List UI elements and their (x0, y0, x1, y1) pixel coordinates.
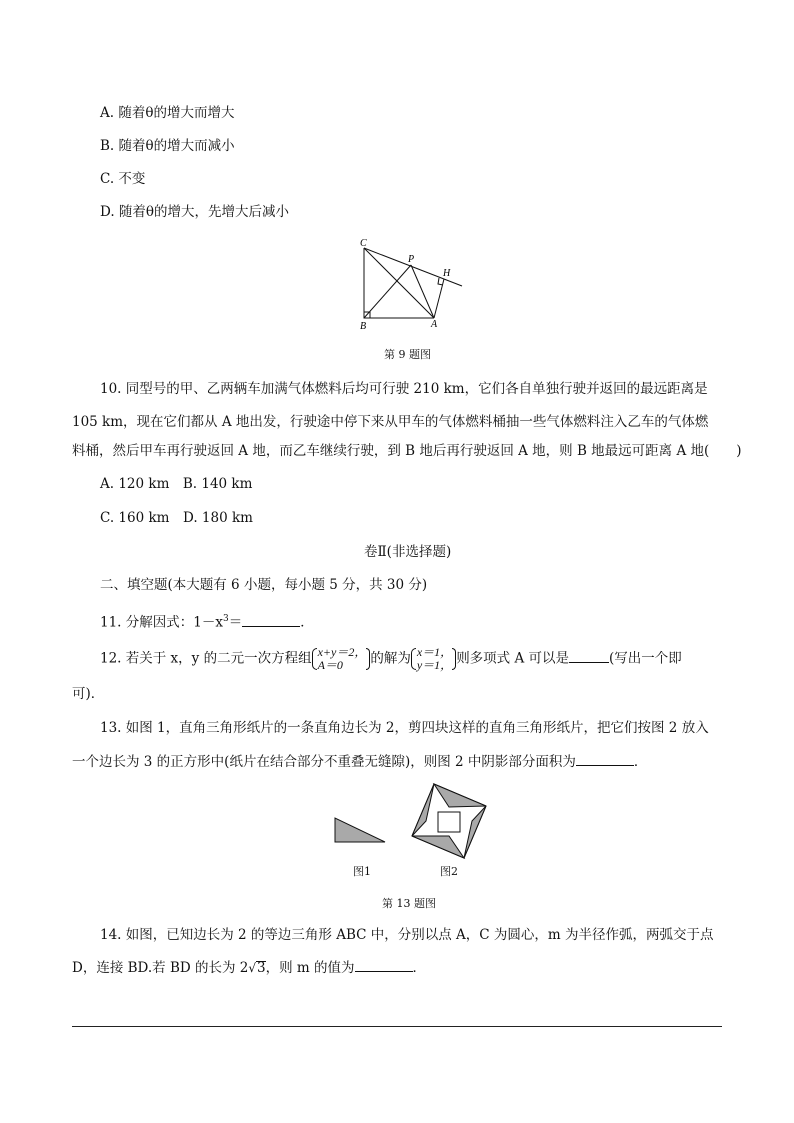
footer-divider (72, 1026, 722, 1027)
q9-option-d: D. 随着θ的增大，先增大后减小 (100, 204, 290, 220)
q11-end: ． (300, 614, 314, 631)
q10-line-1: 10. 同型号的甲、乙两辆车加满气体燃料后均可行驶 210 km，它们各自单独行驶并返回的最远距离是 (100, 381, 708, 397)
fig13-label-1: 图1 (353, 865, 371, 878)
fig9-caption: 第 9 题图 (384, 348, 431, 361)
fig9-label-c: C (360, 238, 367, 249)
q14-answer-blank[interactable] (355, 957, 413, 972)
q13-line-2 (72, 751, 647, 772)
q9-option-a: A. 随着θ的增大而增大 (100, 105, 235, 121)
q9-option-c: C. 不变 (100, 171, 146, 187)
fig13-label-2: 图2 (440, 865, 458, 878)
fig9-line-ca (364, 248, 434, 318)
q11-exponent: 3 (222, 614, 229, 624)
q12-equation-system (312, 646, 371, 672)
q11-equals: ＝ (228, 614, 243, 631)
q9-option-b: B. 随着θ的增大而减小 (100, 138, 235, 154)
fig9-label-h: H (443, 268, 451, 279)
q13-answer-blank[interactable] (576, 751, 634, 766)
section-2-title: 卷Ⅱ(非选择题) (364, 544, 452, 560)
fig13-figure-2 (412, 784, 486, 858)
q12-system-row-1: x+y＝2， (317, 645, 367, 659)
q12-system-row-2: A＝0 (317, 658, 343, 672)
q14-sqrt-value: 3 (257, 960, 266, 976)
q13-line-1: 13. 如图 1，直角三角形纸片的一条直角边长为 2，剪四块这样的直角三角形纸片，把它们按图 2 放入 (100, 720, 709, 736)
q10-line-3: 料桶，然后甲车再行驶返回 A 地，而乙车继续行驶，到 B 地后再行驶返回 A 地，则 B 地最远可距离 A 地( ) (72, 443, 742, 459)
q10-line-2: 105 km，现在它们都从 A 地出发，行驶途中停下来从甲车的气体燃料桶抽一些气体燃料注入乙车的气体燃 (72, 414, 709, 430)
q10-options-ab: A. 120 km B. 140 km (100, 476, 253, 492)
q12-solution-system (411, 646, 456, 672)
figure-9-diagram (350, 234, 475, 334)
figure-13-diagram (330, 780, 490, 860)
sqrt-icon: √ (248, 961, 257, 975)
fig13-figure-1-triangle (335, 818, 385, 842)
q12-line-1 (100, 646, 682, 672)
q12-after: 则多项式 A 可以是 (456, 650, 570, 667)
section-2-heading: 二、填空题(本大题有 6 小题，每小题 5 分，共 30 分) (100, 577, 428, 593)
fig9-line-pa (411, 265, 434, 318)
fig13-inner-square (438, 812, 460, 832)
q12-solution-row-1: x＝1， (416, 645, 453, 659)
fig9-label-b: B (360, 321, 367, 332)
q11-answer-blank[interactable] (242, 612, 300, 627)
q12-answer-blank[interactable] (569, 648, 609, 663)
q13-end: ． (633, 754, 648, 770)
q14-line-1: 14. 如图，已知边长为 2 的等边三角形 ABC 中，分别以点 A，C 为圆心，m 为半径作弧，两弧交于点 (100, 927, 714, 943)
q11-line (100, 609, 314, 633)
fig13-caption: 第 13 题图 (382, 897, 436, 910)
q12-solution-row-2: y＝1， (416, 658, 453, 672)
q12-tail: (写出一个即 (609, 650, 682, 667)
q13-line-2-text: 一个边长为 3 的正方形中(纸片在结合部分不重叠无缝隙)，则图 2 中阴影部分面积为 (72, 754, 576, 770)
fig9-label-p: P (408, 254, 415, 265)
fig9-label-a: A (431, 319, 438, 330)
q14-line-2-a: D，连接 BD.若 BD 的长为 2 (72, 960, 249, 976)
q10-options-cd: C. 160 km D. 180 km (100, 510, 253, 526)
q12-prefix: 12. 若关于 x，y 的二元一次方程组 (100, 650, 312, 667)
q14-end: ． (412, 960, 427, 976)
fig9-line-bp (364, 265, 411, 318)
q14-line-2 (72, 957, 426, 978)
q11-prefix: 11. 分解因式：1－x (100, 614, 223, 631)
q12-mid: 的解为 (370, 650, 411, 667)
q12-line-2: 可)． (72, 686, 105, 702)
q14-line-2-b: ，则 m 的值为 (265, 960, 355, 976)
